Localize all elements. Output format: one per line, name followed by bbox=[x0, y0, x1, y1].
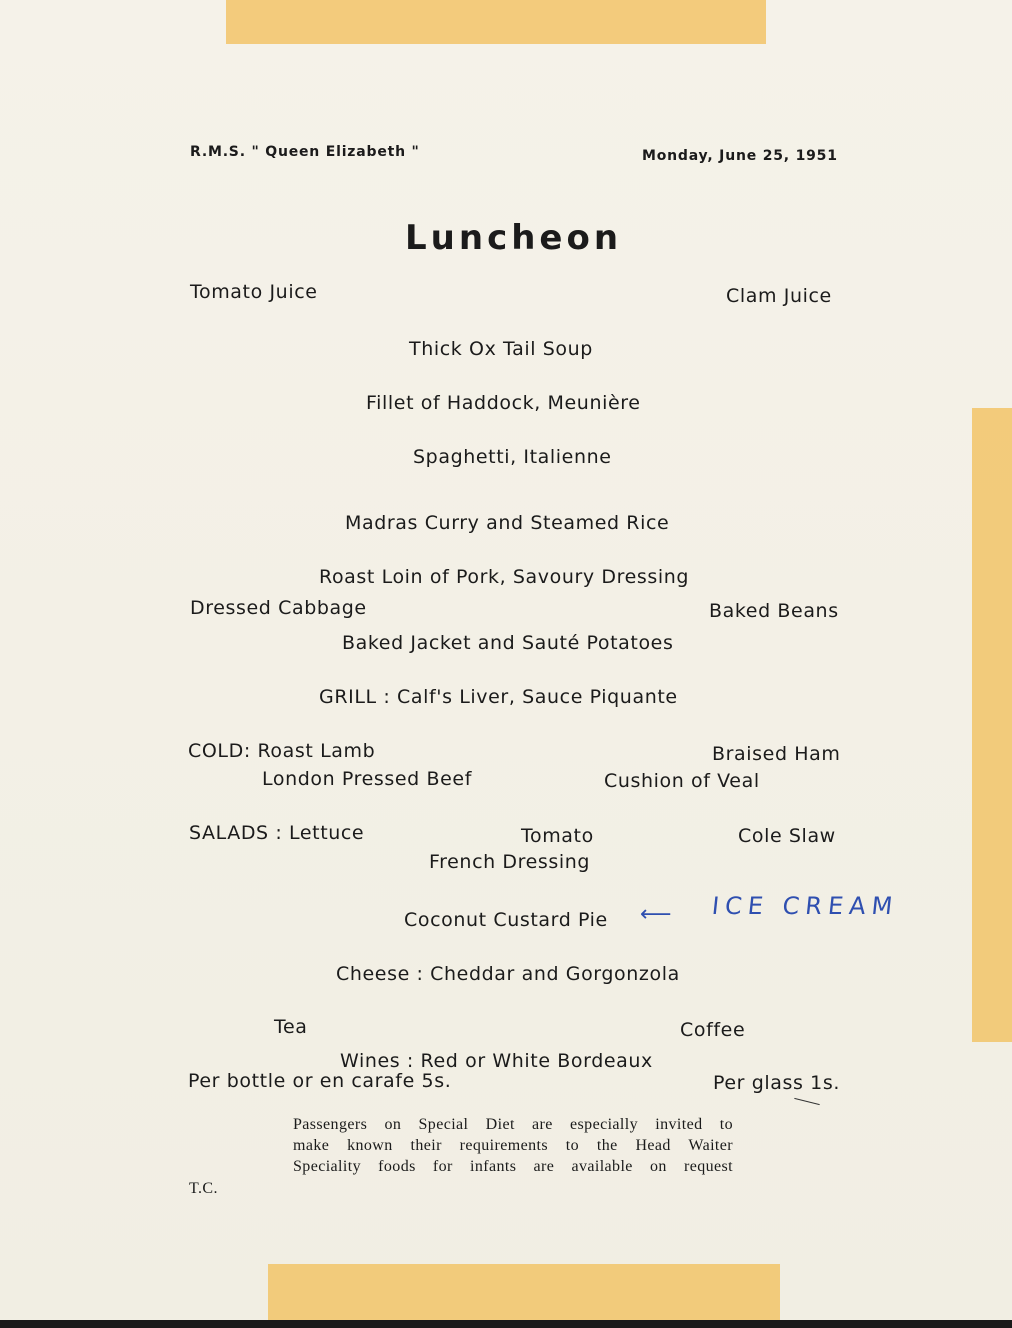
item-clam-juice: Clam Juice bbox=[726, 285, 832, 307]
item-per-bottle: Per bottle or en carafe 5s. bbox=[188, 1070, 452, 1092]
item-cheese: Cheese : Cheddar and Gorgonzola bbox=[336, 963, 680, 985]
page-edge bbox=[0, 1320, 1012, 1328]
arrow-left-icon: ⟵ bbox=[640, 902, 672, 927]
item-beans: Baked Beans bbox=[709, 600, 839, 622]
initials: T.C. bbox=[189, 1180, 218, 1197]
item-cold-lamb: COLD: Roast Lamb bbox=[188, 740, 376, 762]
item-soup: Thick Ox Tail Soup bbox=[409, 338, 593, 360]
pen-mark bbox=[794, 1098, 819, 1105]
item-spaghetti: Spaghetti, Italienne bbox=[413, 446, 612, 468]
note-line: make known their requirements to the Head Waiter bbox=[293, 1137, 733, 1154]
item-wines: Wines : Red or White Bordeaux bbox=[340, 1050, 653, 1072]
note-line: Passengers on Special Diet are especially invited to bbox=[293, 1116, 733, 1133]
item-tomato: Tomato bbox=[521, 825, 594, 847]
item-fish: Fillet of Haddock, Meunière bbox=[366, 392, 641, 414]
diet-notes bbox=[293, 1114, 733, 1177]
tape-right bbox=[972, 408, 1012, 1042]
item-dessert: Coconut Custard Pie bbox=[404, 909, 608, 931]
item-salads-lettuce: SALADS : Lettuce bbox=[189, 822, 365, 844]
item-pork: Roast Loin of Pork, Savoury Dressing bbox=[319, 566, 690, 588]
page-title: Luncheon bbox=[405, 218, 623, 258]
note-line: Speciality foods for infants are available on request bbox=[293, 1158, 733, 1175]
item-per-glass: Per glass 1s. bbox=[713, 1072, 840, 1094]
item-cabbage: Dressed Cabbage bbox=[190, 597, 367, 619]
handwritten-note: ICE CREAM bbox=[710, 892, 900, 920]
tape-bottom bbox=[268, 1264, 780, 1322]
ship-name: R.M.S. " Queen Elizabeth " bbox=[190, 144, 420, 160]
item-grill: GRILL : Calf's Liver, Sauce Piquante bbox=[319, 686, 678, 708]
tape-top bbox=[226, 0, 766, 44]
item-pressed-beef: London Pressed Beef bbox=[262, 768, 472, 790]
item-tomato-juice: Tomato Juice bbox=[190, 281, 318, 303]
item-french-dressing: French Dressing bbox=[429, 851, 591, 873]
item-veal: Cushion of Veal bbox=[604, 770, 760, 792]
menu-date: Monday, June 25, 1951 bbox=[642, 148, 838, 164]
item-curry: Madras Curry and Steamed Rice bbox=[345, 512, 670, 534]
item-cole-slaw: Cole Slaw bbox=[738, 825, 836, 847]
item-coffee: Coffee bbox=[680, 1019, 746, 1041]
item-potatoes: Baked Jacket and Sauté Potatoes bbox=[342, 632, 674, 654]
item-tea: Tea bbox=[274, 1016, 308, 1038]
item-braised-ham: Braised Ham bbox=[712, 743, 841, 765]
